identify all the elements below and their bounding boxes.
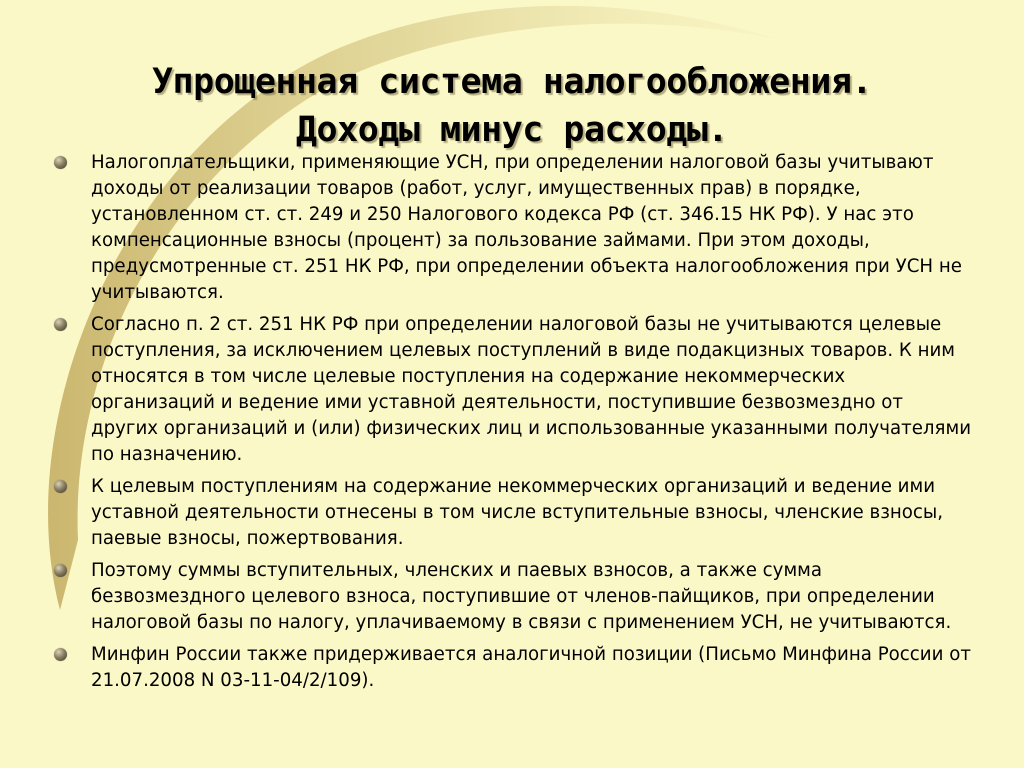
bullet-list bbox=[52, 150, 972, 700]
bullet-text: Минфин России также придерживается аналогичной позиции (Письмо Минфина России от 21.07.2008 N 03-11-04/2/109). bbox=[91, 644, 971, 691]
bullet-text: К целевым поступлениям на содержание некоммерческих организаций и ведение ими уставной деятельности отнесены в том числе вступительные взносы, членские взносы, паевые взносы, пожертвования. bbox=[91, 476, 944, 549]
title-line-1: Упрощенная система налогообложения. bbox=[151, 62, 872, 102]
bullet-text: Согласно п. 2 ст. 251 НК РФ при определении налоговой базы не учитываются целевые поступления, за исключением целевых поступлений в виде подакцизных товаров. К ним относятся в том числе целевые поступления на содержание некоммерческих организаций и ведение ими уставной деятельности, поступившие безвозмездно от других организаций и (или) физических лиц и использованные указанными получателями по назначению. bbox=[91, 314, 972, 465]
bullet-item bbox=[52, 150, 972, 306]
bullet-item bbox=[52, 642, 972, 694]
bullet-item bbox=[52, 474, 972, 552]
bullet-text: Поэтому суммы вступительных, членских и паевых взносов, а также сумма безвозмездного целевого взноса, поступившие от членов-пайщиков, при определении налоговой базы по налогу, уплачиваемому в связи с применением УСН, не учитываются. bbox=[91, 560, 952, 633]
bullet-dot-icon bbox=[54, 648, 67, 661]
bullet-dot-icon bbox=[54, 156, 67, 169]
bullet-dot-icon bbox=[54, 480, 67, 493]
bullet-dot-icon bbox=[54, 318, 67, 331]
title-line-2: Доходы минус расходы. bbox=[295, 110, 728, 150]
bullet-text: Налогоплательщики, применяющие УСН, при определении налоговой базы учитывают доходы от реализации товаров (работ, услуг, имущественных прав) в порядке, установленном ст. ст. 249 и 250 Налогового кодекса РФ (ст. 346.15 НК РФ). У нас это компенсационные взносы (процент) за пользование займами. При этом доходы, предусмотренные ст. 251 НК РФ, при определении объекта налогообложения при УСН не учитываются. bbox=[91, 152, 962, 303]
slide-title bbox=[60, 58, 964, 154]
bullet-dot-icon bbox=[54, 564, 67, 577]
bullet-item bbox=[52, 312, 972, 468]
bullet-item bbox=[52, 558, 972, 636]
